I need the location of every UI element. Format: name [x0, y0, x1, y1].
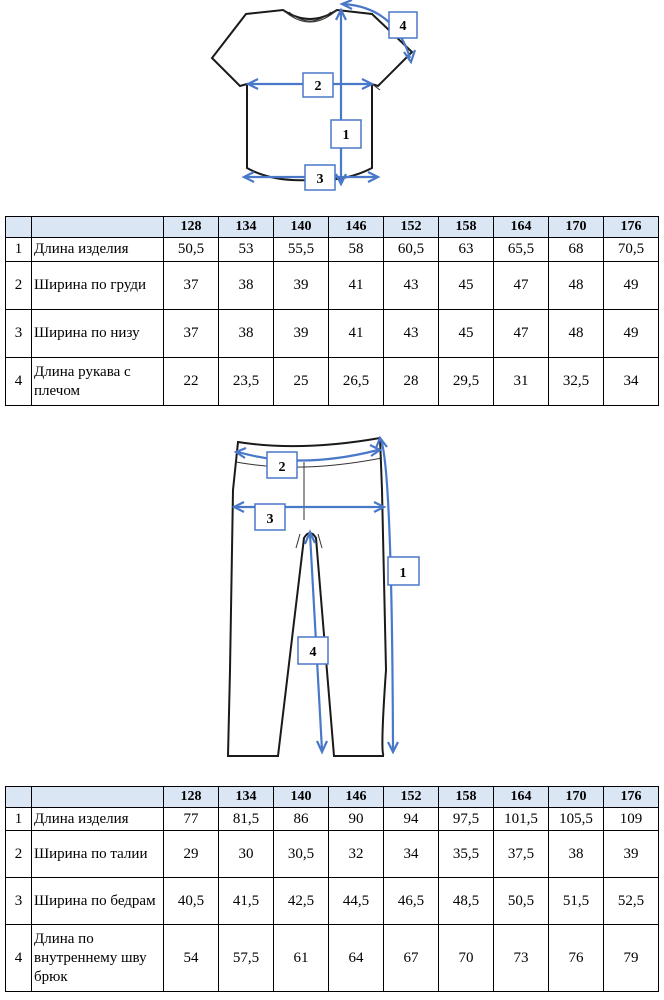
pants-label-4: 4	[309, 645, 317, 660]
header-cell	[6, 787, 32, 808]
row-name: Ширина по груди	[32, 262, 164, 310]
table-cell: 50,5	[494, 878, 549, 925]
row-index: 3	[6, 310, 32, 358]
table-cell: 77	[164, 808, 219, 831]
table-cell: 90	[329, 808, 384, 831]
header-cell	[6, 217, 32, 238]
table-cell: 35,5	[439, 831, 494, 878]
table-cell: 30,5	[274, 831, 329, 878]
table-cell: 37	[164, 262, 219, 310]
table-cell: 70	[439, 925, 494, 992]
table-cell: 58	[329, 238, 384, 262]
row-name: Ширина по талии	[32, 831, 164, 878]
table-cell: 46,5	[384, 878, 439, 925]
table-cell: 44,5	[329, 878, 384, 925]
table-cell: 52,5	[604, 878, 659, 925]
header-cell: 134	[219, 217, 274, 238]
table-row	[6, 925, 659, 992]
table-cell: 79	[604, 925, 659, 992]
table-cell: 42,5	[274, 878, 329, 925]
table-cell: 49	[604, 262, 659, 310]
table-cell: 41	[329, 262, 384, 310]
row-index: 2	[6, 262, 32, 310]
table-cell: 45	[439, 310, 494, 358]
pants-label-3: 3	[266, 512, 274, 527]
row-index: 2	[6, 831, 32, 878]
tshirt-diagram	[0, 0, 664, 205]
table-row	[6, 262, 659, 310]
header-cell: 158	[439, 787, 494, 808]
table-cell: 23,5	[219, 358, 274, 406]
header-cell	[32, 217, 164, 238]
table-cell: 49	[604, 310, 659, 358]
header-cell: 170	[549, 217, 604, 238]
table-cell: 73	[494, 925, 549, 992]
table-cell: 105,5	[549, 808, 604, 831]
header-cell: 176	[604, 217, 659, 238]
row-index: 1	[6, 238, 32, 262]
pants-outline	[228, 438, 386, 756]
table-cell: 51,5	[549, 878, 604, 925]
table-cell: 39	[274, 310, 329, 358]
table-cell: 57,5	[219, 925, 274, 992]
table-cell: 26,5	[329, 358, 384, 406]
table-cell: 37	[164, 310, 219, 358]
tshirt-label-3: 3	[316, 172, 324, 187]
table-cell: 25	[274, 358, 329, 406]
table-cell: 64	[329, 925, 384, 992]
table-cell: 37,5	[494, 831, 549, 878]
table-cell: 29,5	[439, 358, 494, 406]
table-cell: 76	[549, 925, 604, 992]
table-cell: 50,5	[164, 238, 219, 262]
table-cell: 32,5	[549, 358, 604, 406]
header-cell: 140	[274, 217, 329, 238]
table-cell: 101,5	[494, 808, 549, 831]
table-cell: 38	[219, 310, 274, 358]
table-cell: 54	[164, 925, 219, 992]
header-cell: 140	[274, 787, 329, 808]
header-cell: 176	[604, 787, 659, 808]
header-cell: 146	[329, 787, 384, 808]
table-cell: 39	[274, 262, 329, 310]
tshirt-label-4: 4	[399, 19, 407, 34]
table-cell: 68	[549, 238, 604, 262]
table-cell: 97,5	[439, 808, 494, 831]
table-cell: 32	[329, 831, 384, 878]
row-index: 4	[6, 925, 32, 992]
header-cell: 158	[439, 217, 494, 238]
table-cell: 34	[384, 831, 439, 878]
table-cell: 43	[384, 310, 439, 358]
table-row	[6, 238, 659, 262]
table-cell: 67	[384, 925, 439, 992]
table-cell: 29	[164, 831, 219, 878]
header-cell: 146	[329, 217, 384, 238]
header-cell: 170	[549, 787, 604, 808]
table-cell: 53	[219, 238, 274, 262]
table-cell: 41,5	[219, 878, 274, 925]
header-cell: 134	[219, 787, 274, 808]
table-cell: 94	[384, 808, 439, 831]
table-cell: 86	[274, 808, 329, 831]
table-cell: 41	[329, 310, 384, 358]
row-name: Ширина по низу	[32, 310, 164, 358]
row-index: 1	[6, 808, 32, 831]
table-cell: 70,5	[604, 238, 659, 262]
pants-label-1: 1	[399, 566, 407, 581]
tshirt-label-1: 1	[342, 128, 350, 143]
header-cell	[32, 787, 164, 808]
header-cell: 164	[494, 217, 549, 238]
pants-label-2: 2	[278, 460, 286, 475]
row-index: 3	[6, 878, 32, 925]
row-name: Длина по внутреннему шву брюк	[32, 925, 164, 992]
table-cell: 28	[384, 358, 439, 406]
table-cell: 55,5	[274, 238, 329, 262]
table-cell: 48	[549, 310, 604, 358]
header-cell: 152	[384, 217, 439, 238]
table-cell: 60,5	[384, 238, 439, 262]
header-cell: 128	[164, 217, 219, 238]
table-cell: 61	[274, 925, 329, 992]
table-cell: 40,5	[164, 878, 219, 925]
header-cell: 128	[164, 787, 219, 808]
table-cell: 48,5	[439, 878, 494, 925]
header-cell: 152	[384, 787, 439, 808]
pants-size-table	[5, 786, 659, 992]
row-name: Длина изделия	[32, 808, 164, 831]
table-row	[6, 831, 659, 878]
table-cell: 30	[219, 831, 274, 878]
row-name: Ширина по бедрам	[32, 878, 164, 925]
table-cell: 39	[604, 831, 659, 878]
pants-diagram	[0, 430, 664, 770]
row-name: Длина рукава с плечом	[32, 358, 164, 406]
table-row	[6, 808, 659, 831]
header-cell: 164	[494, 787, 549, 808]
table-row	[6, 358, 659, 406]
table-header-row	[6, 787, 659, 808]
table-cell: 47	[494, 310, 549, 358]
table-cell: 34	[604, 358, 659, 406]
table-cell: 109	[604, 808, 659, 831]
row-index: 4	[6, 358, 32, 406]
table-cell: 22	[164, 358, 219, 406]
table-row	[6, 878, 659, 925]
table-cell: 48	[549, 262, 604, 310]
table-cell: 63	[439, 238, 494, 262]
row-name: Длина изделия	[32, 238, 164, 262]
table-cell: 38	[219, 262, 274, 310]
table-cell: 65,5	[494, 238, 549, 262]
table-header-row	[6, 217, 659, 238]
table-cell: 81,5	[219, 808, 274, 831]
tshirt-label-2: 2	[314, 79, 322, 94]
table-cell: 47	[494, 262, 549, 310]
tshirt-size-table	[5, 216, 659, 406]
table-row	[6, 310, 659, 358]
table-cell: 43	[384, 262, 439, 310]
table-cell: 31	[494, 358, 549, 406]
table-cell: 38	[549, 831, 604, 878]
table-cell: 45	[439, 262, 494, 310]
